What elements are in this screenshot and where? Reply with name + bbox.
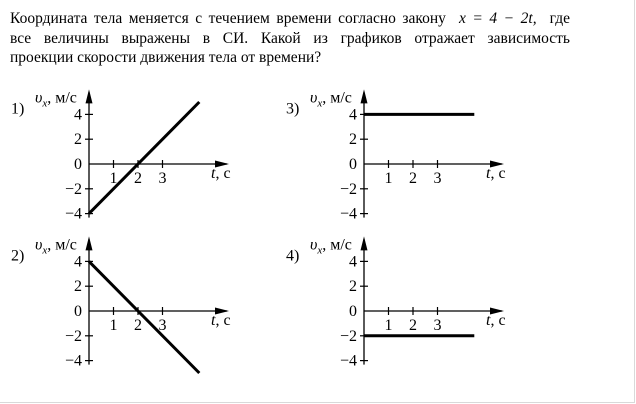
x-tick-label: 2 — [409, 317, 417, 334]
y-tick-label: −4 — [339, 205, 357, 223]
motion-law-formula: x = 4 − 2t, — [459, 10, 537, 27]
y-tick-label: 0 — [74, 303, 82, 320]
y-axis-arrow — [86, 89, 93, 103]
graph-4 — [286, 236, 506, 369]
x-tick-label: 2 — [409, 170, 417, 187]
y-tick-label: −4 — [339, 352, 357, 370]
y-tick-label: −2 — [339, 180, 357, 198]
question-line-1-start: Координата тела меняется с течением времени согласно закону — [10, 10, 446, 27]
y-tick-label: 0 — [349, 303, 357, 320]
y-axis-label: $\upsilon_x$, м/с — [35, 236, 77, 257]
graph-3 — [286, 89, 506, 222]
y-axis-arrow — [86, 236, 93, 250]
y-tick-label: 4 — [349, 106, 357, 124]
y-axis-arrow — [361, 89, 368, 103]
question-line-1-end: где — [549, 10, 571, 27]
graph-number: 2) — [11, 247, 25, 265]
y-axis-label: $\upsilon_x$, м/с — [35, 89, 77, 110]
y-tick-label: −2 — [339, 327, 357, 345]
graph-1 — [11, 89, 231, 222]
y-tick-label: 4 — [74, 253, 82, 271]
velocity-line — [89, 261, 199, 373]
y-tick-label: 0 — [74, 156, 82, 173]
y-tick-label: 2 — [74, 131, 82, 149]
y-tick-label: 0 — [349, 156, 357, 173]
y-tick-label: −4 — [64, 205, 82, 223]
y-axis-label: $\upsilon_x$, м/с — [310, 89, 352, 110]
x-tick-label: 1 — [109, 170, 118, 187]
x-axis-label: t, с — [211, 165, 231, 182]
y-axis-arrow — [361, 236, 368, 250]
y-tick-label: 2 — [74, 278, 82, 296]
x-tick-label: 2 — [134, 317, 142, 334]
graph-number: 4) — [286, 247, 300, 265]
graph-number: 1) — [11, 100, 25, 118]
y-tick-label: 2 — [349, 131, 357, 149]
graph-number: 3) — [286, 100, 300, 118]
y-tick-label: −2 — [64, 180, 82, 198]
question-line-2: все величины выражены в СИ. Какой из графиков отражает зависимость — [10, 29, 570, 47]
x-axis-label: t, с — [486, 165, 506, 182]
x-tick-label: 3 — [433, 170, 442, 187]
question-line-3: проекции скорости движения тела от времени? — [10, 49, 322, 66]
y-tick-label: 4 — [349, 253, 357, 271]
x-tick-label: 1 — [384, 170, 393, 187]
x-tick-label: 3 — [433, 317, 442, 334]
x-tick-label: 2 — [134, 170, 142, 187]
graph-2 — [11, 236, 231, 373]
y-tick-label: −4 — [64, 352, 82, 370]
x-tick-label: 3 — [158, 317, 167, 334]
x-tick-label: 1 — [109, 317, 118, 334]
x-axis-label: t, с — [211, 312, 231, 329]
x-axis-label: t, с — [486, 312, 506, 329]
y-tick-label: 2 — [349, 278, 357, 296]
y-tick-label: −2 — [64, 327, 82, 345]
y-axis-label: $\upsilon_x$, м/с — [310, 236, 352, 257]
x-tick-label: 3 — [158, 170, 167, 187]
y-tick-label: 4 — [74, 106, 82, 124]
velocity-line — [89, 102, 199, 214]
x-tick-label: 1 — [384, 317, 393, 334]
